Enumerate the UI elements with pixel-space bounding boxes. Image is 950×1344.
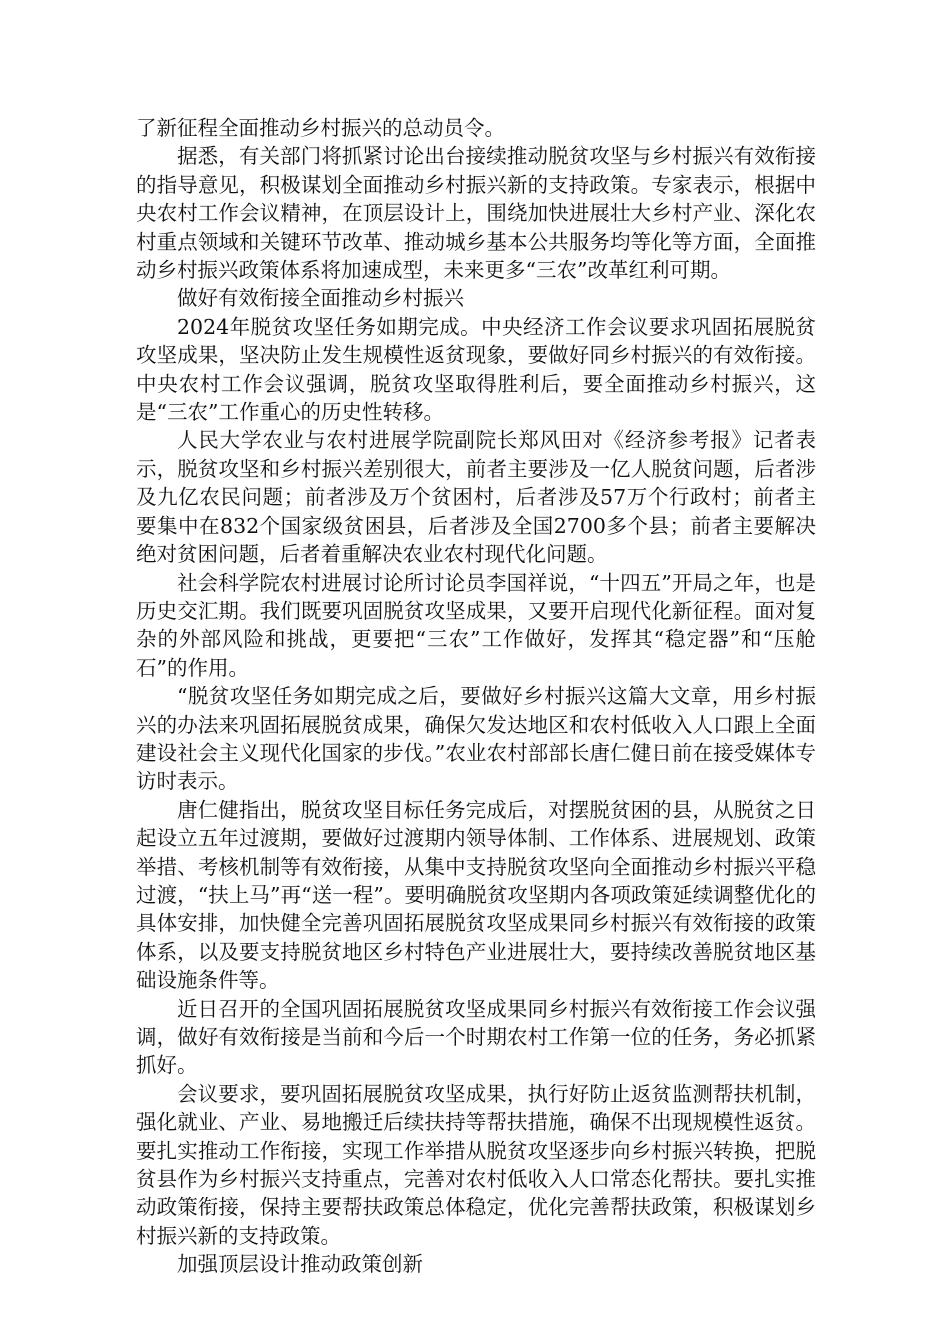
paragraph-9: 会议要求，要巩固拓展脱贫攻坚成果，执行好防止返贫监测帮扶机制，强化就业、产业、易地搬迁后续扶持等帮扶措施，确保不出现规模性返贫。要扎实推动工作衔接，实现工作举措从脱贫攻坚逐步向乡村振兴转换，把脱贫县作为乡村振兴支持重点，完善对农村低收入人口常态化帮扶。要扎实推动政策衔接，保持主要帮扶政策总体稳定，优化完善帮扶政策，积极谋划乡村振兴新的支持政策。 <box>136 1081 816 1248</box>
paragraph-3: 2024年脱贫攻坚任务如期完成。中央经济工作会议要求巩固拓展脱贫攻坚成果，坚决防止发生规模性返贫现象，要做好同乡村振兴的有效衔接。中央农村工作会议强调，脱贫攻坚取得胜利后，要全面推动乡村振兴，这是“三农”工作重心的历史性转移。 <box>136 314 816 425</box>
paragraph-7: 唐仁健指出，脱贫攻坚目标任务完成后，对摆脱贫困的县，从脱贫之日起设立五年过渡期，要做好过渡期内领导体制、工作体系、进展规划、政策举措、考核机制等有效衔接，从集中支持脱贫攻坚向全面推动乡村振兴平稳过渡，“扶上马”再“送一程”。要明确脱贫攻坚期内各项政策延续调整优化的具体安排，加快健全完善巩固拓展脱贫攻坚成果同乡村振兴有效衔接的政策体系，以及要支持脱贫地区乡村特色产业进展壮大，要持续改善脱贫地区基础设施条件等。 <box>136 797 816 993</box>
article-body <box>136 114 816 1279</box>
paragraph-6: “脱贫攻坚任务如期完成之后，要做好乡村振兴这篇大文章，用乡村振兴的办法来巩固拓展脱贫成果，确保欠发达地区和农村低收入人口跟上全面建设社会主义现代化国家的步伐。”农业农村部部长唐仁健日前在接受媒体专访时表示。 <box>136 684 816 794</box>
section-heading-2: 加强顶层设计推动政策创新 <box>177 1252 423 1277</box>
paragraph-8: 近日召开的全国巩固拓展脱贫攻坚成果同乡村振兴有效衔接工作会议强调，做好有效衔接是当前和今后一个时期农村工作第一位的任务，务必抓紧抓好。 <box>136 996 816 1078</box>
paragraph-1: 了新征程全面推动乡村振兴的总动员令。 <box>136 116 505 140</box>
section-heading-1: 做好有效衔接全面推动乡村振兴 <box>177 286 464 311</box>
paragraph-4: 人民大学农业与农村进展学院副院长郑风田对《经济参考报》记者表示，脱贫攻坚和乡村振兴差别很大，前者主要涉及一亿人脱贫问题，后者涉及九亿农民问题；前者涉及万个贫困村，后者涉及57万个行政村；前者主要集中在832个国家级贫困县，后者涉及全国2700多个县；前者主要解决绝对贫困问题，后者着重解决农业农村现代化问题。 <box>136 428 816 567</box>
paragraph-5: 社会科学院农村进展讨论所讨论员李国祥说，“十四五”开局之年，也是历史交汇期。我们既要巩固脱贫攻坚成果，又要开启现代化新征程。面对复杂的外部风险和挑战，更要把“三农”工作做好，发挥其“稳定器”和“压舱石”的作用。 <box>136 570 816 680</box>
paragraph-2: 据悉，有关部门将抓紧讨论出台接续推动脱贫攻坚与乡村振兴有效衔接的指导意见，积极谋划全面推动乡村振兴新的支持政策。专家表示，根据中央农村工作会议精神，在顶层设计上，围绕加快进展壮大乡村产业、深化农村重点领域和关键环节改革、推动城乡基本公共服务均等化等方面，全面推动乡村振兴政策体系将加速成型，未来更多“三农”改革红利可期。 <box>136 144 816 283</box>
